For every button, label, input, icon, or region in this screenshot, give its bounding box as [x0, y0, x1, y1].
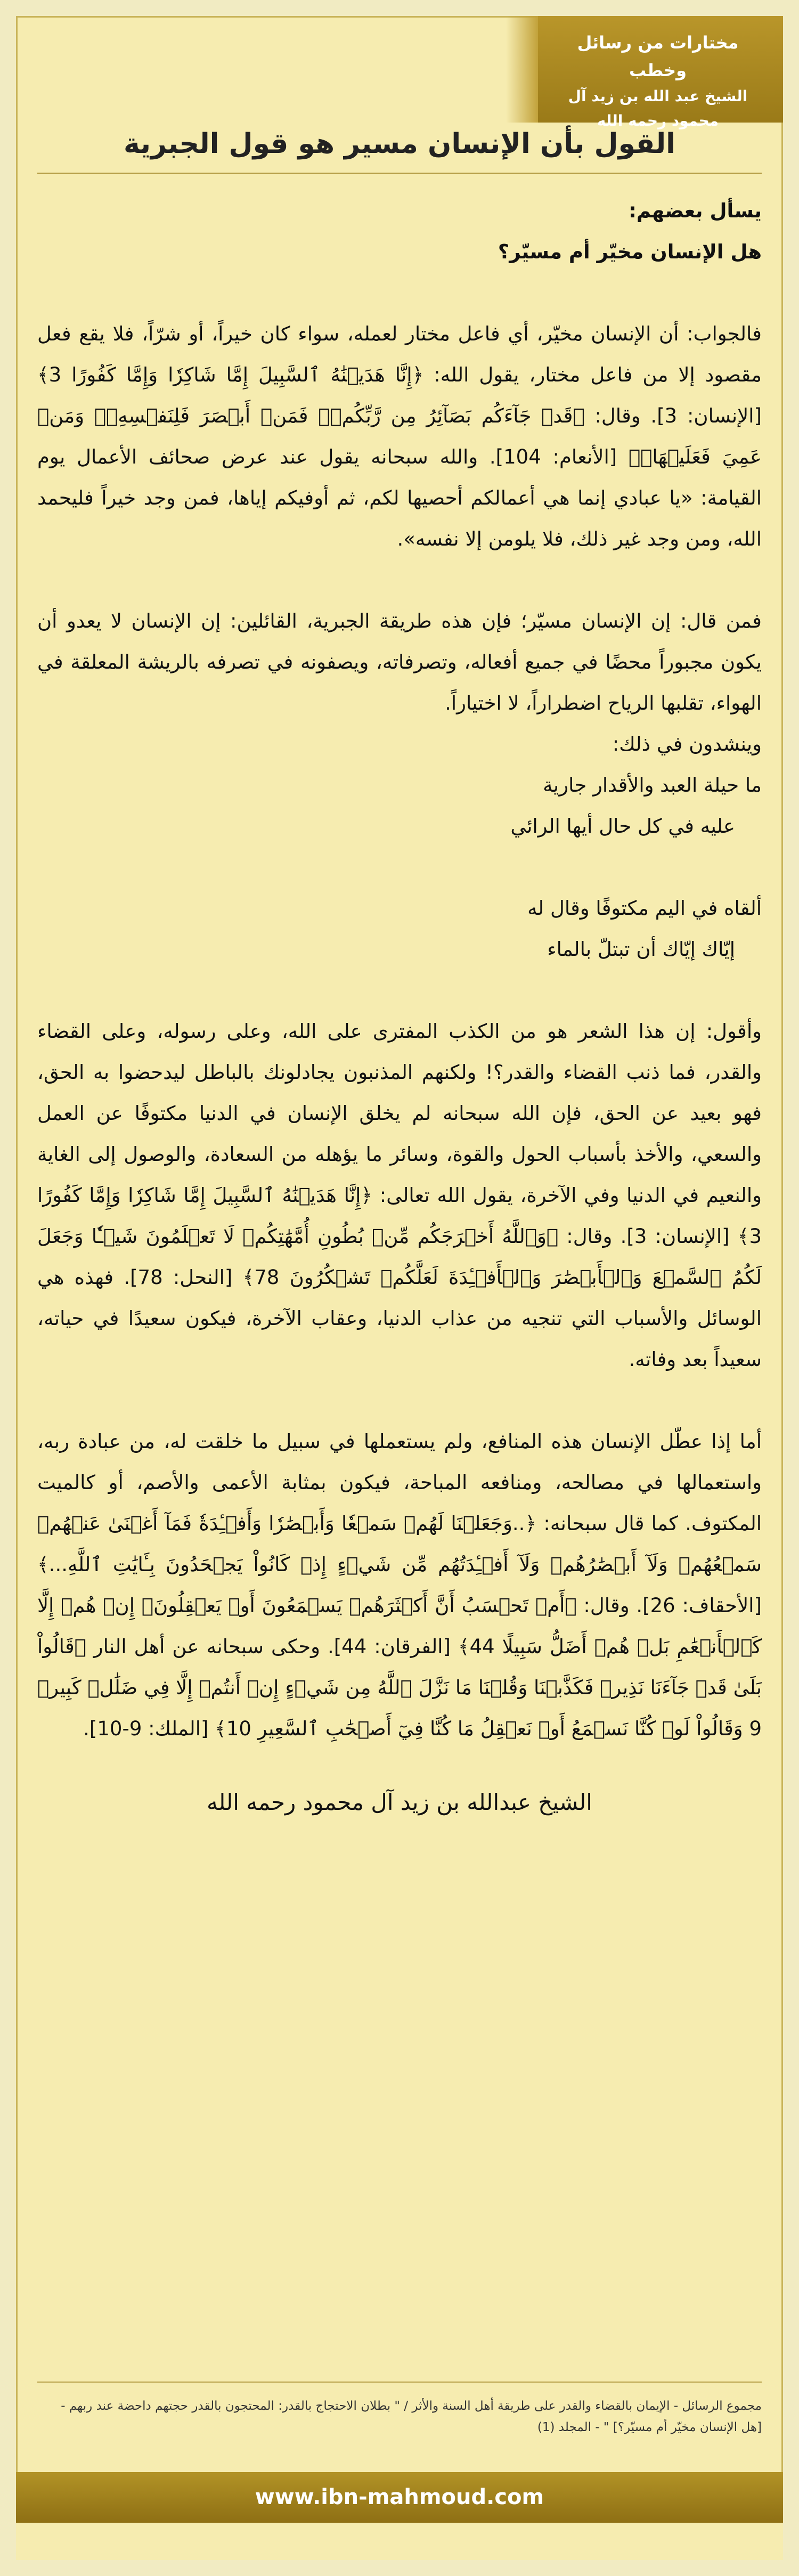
source-footnote: مجموع الرسائل - الإيمان بالقضاء والقدر على طريقة أهل السنة والأثر / " بطلان الاحتجاج بالقدر: المحتجون بالقدر حجتهم داحضة عند ربهم - [هل الإنسان مخيّر أم مسيّر؟] " - المجلد (1): [37, 2382, 762, 2438]
poem-verse-2: [37, 888, 762, 970]
page-title: القول بأن الإنسان مسير هو قول الجبرية: [123, 128, 675, 160]
paragraph-faculties: أما إذا عطّل الإنسان هذه المنافع، ولم يستعملها في سبيل ما خلقت له، من عبادة ربه، واستعمالها في مصالحه، ومنافعه المباحة، فيكون بمثابة الأعمى والأصم، أو كالميت المكتوف. كما قال سبحانه: ﴿..وَجَعَلۡنَا لَهُمۡ سَمۡعٗا وَأَبۡصَٰرٗا وَأَفۡـِٔدَةٗ فَمَآ أَغۡنَىٰ عَنۡهُمۡ سَمۡعُهُمۡ وَلَآ أَبۡصَٰرُهُمۡ وَلَآ أَفۡـِٔدَتُهُم مِّن شَيۡءٍ إِذۡ كَانُواْ يَجۡحَدُونَ بِـَٔايَٰتِ ٱللَّهِ...﴾ [الأحقاف: 26]. وقال: ﴿أَمۡ تَحۡسَبُ أَنَّ أَكۡثَرَهُمۡ يَسۡمَعُونَ أَوۡ يَعۡقِلُونَۚ إِنۡ هُمۡ إِلَّا كَٱلۡأَنۡعَٰمِ بَلۡ هُمۡ أَضَلُّ سَبِيلًا 44﴾ [الفرقان: 44]. وحكى سبحانه عن أهل النار ﴿قَالُواْ بَلَىٰ قَدۡ جَآءَنَا نَذِيرٞ فَكَذَّبۡنَا وَقُلۡنَا مَا نَزَّلَ ٱللَّهُ مِن شَيۡءٍ إِنۡ أَنتُمۡ إِلَّا فِي ضَلَٰلٖ كَبِيرٖ 9 وَقَالُواْ لَوۡ كُنَّا نَسۡمَعُ أَوۡ نَعۡقِلُ مَا كُنَّا فِيٓ أَصۡحَٰبِ ٱلسَّعِيرِ 10﴾ [الملك: 9-10].: [37, 1430, 762, 1740]
bottom-strip: [16, 2523, 783, 2560]
title-divider: [37, 173, 762, 174]
author-name: الشيخ عبد الله بن زيد آل محمود رحمه الله: [568, 87, 748, 129]
poem-hemistich: ألقاه في اليم مكتوفًا وقال له: [527, 897, 762, 920]
paragraph-jabriya: فمن قال: إن الإنسان مسيّر؛ فإن هذه طريقة الجبرية، القائلين: إن الإنسان لا يعدو أن يكون مجبوراً محضًا في جميع أفعاله، وتصرفاته، ويصفونه في تصرفه بالريشة المعلقة في الهواء، تقلبها الرياح اضطراراً، لا اختياراً.: [37, 610, 762, 714]
poem-verse-1: [37, 765, 762, 847]
header-tab: [538, 16, 783, 129]
poem-hemistich: إيّاك إيّاك أن تبتلّ بالماء: [547, 938, 735, 961]
poem-hemistich: عليه في كل حال أيها الرائي: [510, 815, 735, 838]
paragraph-poem-intro: وينشدون في ذلك:: [612, 733, 762, 755]
signature: الشيخ عبدالله بن زيد آل محمود رحمه الله: [207, 1789, 592, 1815]
series-title: مختارات من رسائل وخطب: [577, 32, 739, 80]
intro-line-1: يسأل بعضهم:: [629, 199, 762, 222]
paragraph-rebuttal: وأقول: إن هذا الشعر هو من الكذب المفترى على الله، وعلى رسوله، وعلى القضاء والقدر، فما ذنب القضاء والقدر؟! ولكنهم المذنبون يجادلونك بالباطل ليدحضوا به الحق، فهو بعيد عن الحق، فإن الله سبحانه لم يخلق الإنسان في الدنيا مكتوفًا عن العمل والسعي، والأخذ بأسباب الحول والقوة، وسائر ما يؤهله من السعادة، والوصول إلى الغاية والنعيم في الدنيا وفي الآخرة، يقول الله تعالى: ﴿إِنَّا هَدَيۡنَٰهُ ٱلسَّبِيلَ إِمَّا شَاكِرٗا وَإِمَّا كَفُورًا 3﴾ [الإنسان: 3]. وقال: ﴿وَٱللَّهُ أَخۡرَجَكُم مِّنۢ بُطُونِ أُمَّهَٰتِكُمۡ لَا تَعۡلَمُونَ شَيۡـٔٗا وَجَعَلَ لَكُمُ ٱلسَّمۡعَ وَٱلۡأَبۡصَٰرَ وَٱلۡأَفۡـِٔدَةَ لَعَلَّكُمۡ تَشۡكُرُونَ 78﴾ [النحل: 78]. فهذه هي الوسائل والأسباب التي تنجيه من عذاب الدنيا، وعقاب الآخرة، فيكون سعيدًا في حياته، سعيداً بعد وفاته.: [37, 1020, 762, 1371]
paragraph-answer: فالجواب: أن الإنسان مخيّر، أي فاعل مختار لعمله، سواء كان خيراً، أو شرّاً، فلا يقع فعل مقصود إلا من فاعل مختار، يقول الله: ﴿إِنَّا هَدَيۡنَٰهُ ٱلسَّبِيلَ إِمَّا شَاكِرٗا وَإِمَّا كَفُورًا 3﴾ [الإنسان: 3]. وقال: ﴿قَدۡ جَآءَكُم بَصَآئِرُ مِن رَّبِّكُمۡۖ فَمَنۡ أَبۡصَرَ فَلِنَفۡسِهِۦۖ وَمَنۡ عَمِيَ فَعَلَيۡهَاۚ﴾ [الأنعام: 104]. والله سبحانه يقول عند عرض صحائف الأعمال يوم القيامة: «يا عبادي إنما هي أعمالكم أحصيها لكم، ثم أوفيكم إياها، فمن وجد خيراً فليحمد الله، ومن وجد غير ذلك، فلا يلومن إلا نفسه».: [37, 322, 762, 550]
article: [37, 123, 762, 1824]
website-link[interactable]: www.ibn-mahmoud.com: [16, 2472, 783, 2523]
poem-hemistich: ما حيلة العبد والأقدار جارية: [543, 774, 762, 797]
intro-line-2: هل الإنسان مخيّر أم مسيّر؟: [498, 240, 762, 263]
